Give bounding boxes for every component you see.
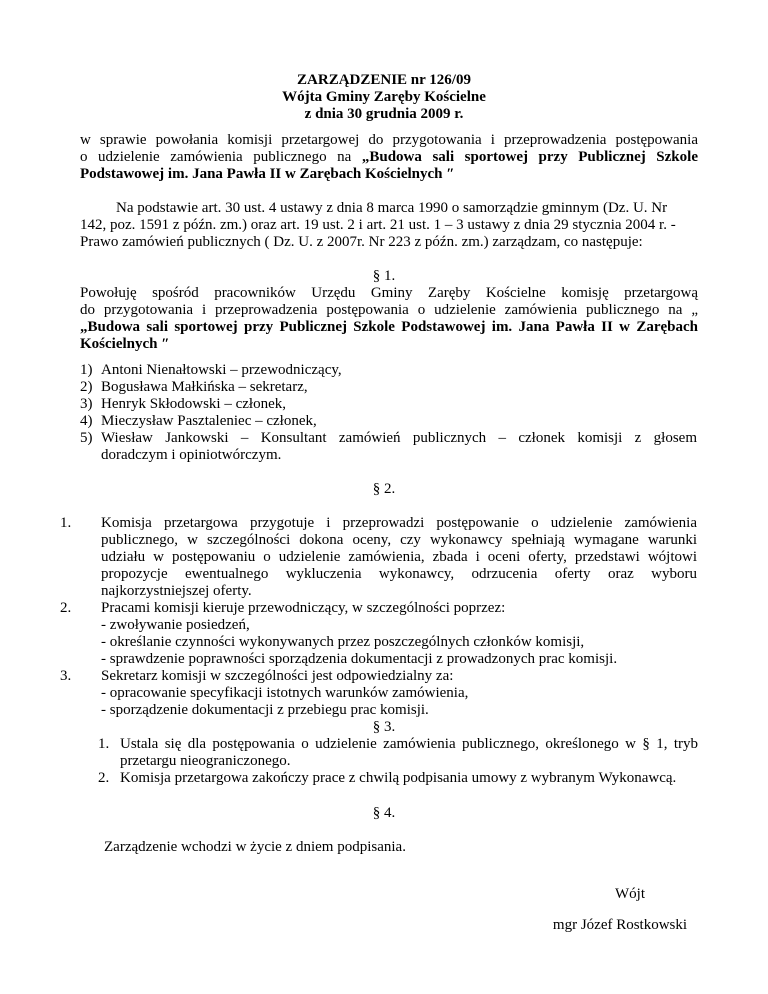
member-item-5-cont: doradczym i opiniotwórczym.	[101, 447, 282, 463]
project-name-start: „Budowa sali sportowej przy Publicznej Szkole	[361, 149, 698, 165]
s2-p1-line-3: udziału w postępowaniu o udzielenie zamówienia, zbada i oceni oferty, przedstawi wójtowi	[101, 549, 697, 565]
basis-line-2: 142, poz. 1591 z późn. zm.) oraz art. 19 ust. 2 i art. 21 ust. 1 – 3 ustawy z dnia 29 stycznia 2004 r. -	[80, 217, 676, 233]
s2-p1-line-5: najkorzystniejszej oferty.	[101, 583, 252, 599]
member-item-3: Henryk Skłodowski – członek,	[101, 396, 286, 412]
basis-line-1: Na podstawie art. 30 ust. 4 ustawy z dnia 8 marca 1990 o samorządzie gminnym (Dz. U. Nr	[116, 200, 668, 216]
member-num-3: 3)	[80, 396, 93, 412]
member-item-5: Wiesław Jankowski – Konsultant zamówień publicznych – członek komisji z głosem	[101, 430, 697, 446]
subject-line-2	[80, 149, 698, 166]
s2-p3-text	[101, 668, 697, 719]
basis-line-3: Prawo zamówień publicznych ( Dz. U. z 2007r. Nr 223 z późn. zm.) zarządzam, co następuje:	[80, 234, 643, 250]
s3-p2-num: 2.	[98, 770, 110, 786]
section-4-heading	[0, 805, 768, 822]
s2-p1-num: 1.	[60, 515, 72, 531]
s3-p1-text	[120, 736, 698, 770]
subject-paragraph	[80, 132, 698, 183]
s1-line-3: „Budowa sali sportowej przy Publicznej Szkole Podstawowej im. Jana Pawła II w Zarębach	[80, 319, 698, 335]
s1-line-2: do przygotowania i przeprowadzenia postępowania o udzielenie zamówienia publicznego na „	[80, 302, 698, 318]
section-1-heading	[0, 268, 768, 285]
section-4-text: Zarządzenie wchodzi w życie z dniem podpisania.	[104, 839, 406, 855]
member-num-1: 1)	[80, 362, 93, 378]
s3-p1-num: 1.	[98, 736, 110, 752]
section-2-heading-text: § 2.	[372, 481, 396, 497]
section-4-heading-text: § 4.	[372, 805, 396, 821]
s2-p3-line-2: - opracowanie specyfikacji istotnych warunków zamówienia,	[101, 685, 469, 701]
subject-line-3: Podstawowej im. Jana Pawła II w Zarębach Kościelnych ″	[80, 166, 455, 182]
s2-p1-text	[101, 515, 697, 600]
section-1-paragraph	[80, 285, 698, 353]
signature-name: mgr Józef Rostkowski	[552, 917, 688, 933]
member-item-4: Mieczysław Pasztaleniec – członek,	[101, 413, 317, 429]
section-1-heading-text: § 1.	[372, 268, 396, 284]
title-line-2: Wójta Gminy Zaręby Kościelne	[282, 89, 486, 105]
signature-block	[540, 886, 700, 934]
s1-line-4: Kościelnych ″	[80, 336, 170, 352]
document-title	[0, 72, 768, 123]
member-item-2: Bogusława Małkińska – sekretarz,	[101, 379, 308, 395]
s2-p2-text	[101, 600, 697, 668]
member-item-1: Antoni Nienałtowski – przewodniczący,	[101, 362, 342, 378]
signature-title: Wójt	[615, 886, 645, 902]
s2-p3-line-1: Sekretarz komisji w szczególności jest odpowiedzialny za:	[101, 668, 454, 684]
s2-p2-line-3: - określanie czynności wykonywanych przez poszczególnych członków komisji,	[101, 634, 585, 650]
legal-basis-paragraph	[80, 200, 698, 251]
s3-p2-text: Komisja przetargowa zakończy prace z chwilą podpisania umowy z wybranym Wykonawcą.	[120, 770, 677, 786]
s2-p2-num: 2.	[60, 600, 72, 616]
s2-p2-line-4: - sprawdzenie poprawności sporządzenia dokumentacji z prowadzonych prac komisji.	[101, 651, 618, 667]
member-num-2: 2)	[80, 379, 93, 395]
section-3-heading-text: § 3.	[372, 719, 396, 735]
title-line-3: z dnia 30 grudnia 2009 r.	[304, 106, 464, 122]
section-3-heading	[0, 719, 768, 736]
s2-p1-line-2: publicznego, w szczególności dokona oceny, czy wykonawcy spełniają wymagane warunki	[101, 532, 697, 548]
member-num-5: 5)	[80, 430, 93, 446]
s3-p1-line-2: przetargu nieograniczonego.	[120, 753, 291, 769]
s2-p1-line-4: propozycje ewentualnego wykluczenia wykonawcy, odrzucenia oferty oraz wyboru	[101, 566, 697, 582]
s2-p2-line-2: - zwoływanie posiedzeń,	[101, 617, 250, 633]
title-line-1: ZARZĄDZENIE nr 126/09	[297, 72, 471, 88]
s2-p3-num: 3.	[60, 668, 72, 684]
subject-line-2-text: o udzielenie zamówienia publicznego na	[80, 149, 352, 165]
s2-p3-line-3: - sporządzenie dokumentacji z przebiegu prac komisji.	[101, 702, 429, 718]
s3-p1-line-1: Ustala się dla postępowania o udzielenie zamówienia publicznego, określonego w § 1, tryb	[120, 736, 698, 752]
section-2-heading	[0, 481, 768, 498]
s2-p1-line-1: Komisja przetargowa przygotuje i przeprowadzi postępowanie o udzielenie zamówienia	[101, 515, 697, 531]
subject-line-1: w sprawie powołania komisji przetargowej do przygotowania i przeprowadzenia postępowania	[80, 132, 698, 148]
s2-p2-line-1: Pracami komisji kieruje przewodniczący, w szczególności poprzez:	[101, 600, 506, 616]
member-num-4: 4)	[80, 413, 93, 429]
s1-line-1: Powołuję spośród pracowników Urzędu Gminy Zaręby Kościelne komisję przetargową	[80, 285, 698, 301]
